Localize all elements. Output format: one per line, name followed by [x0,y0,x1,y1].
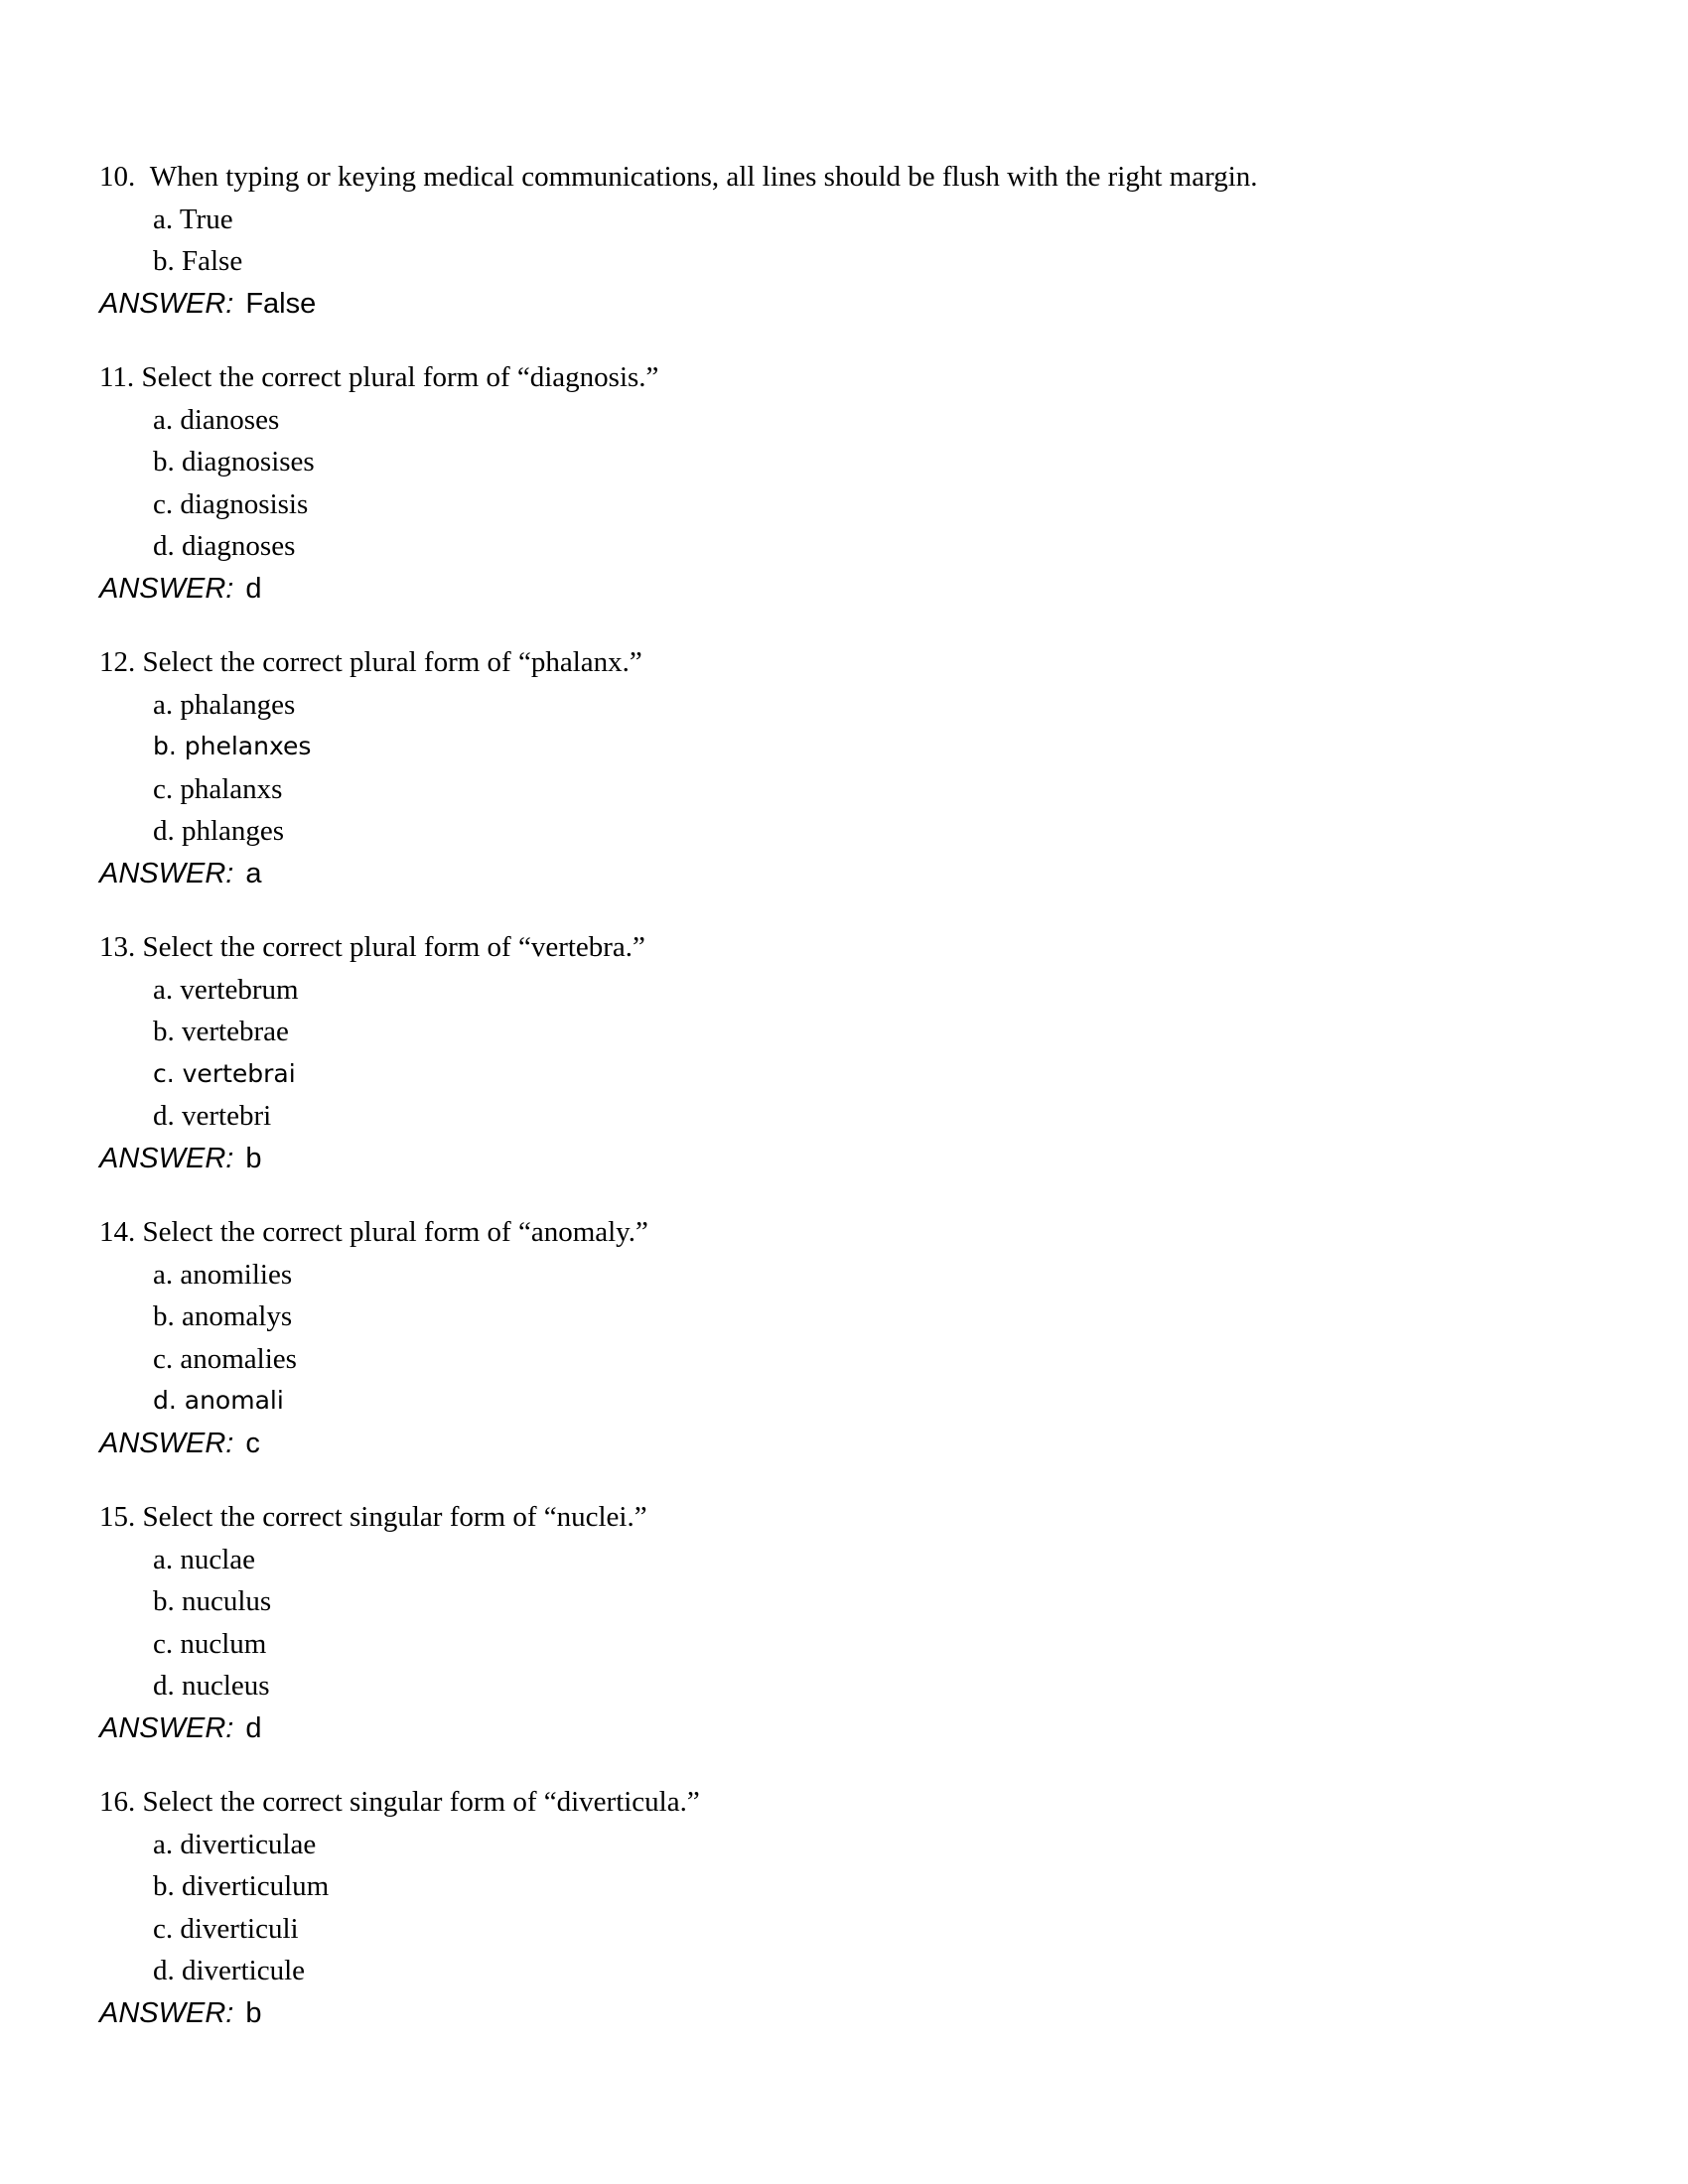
answer-value: b [245,1142,262,1174]
question-number: 16. [99,1786,136,1818]
answer-line [99,1138,1589,1180]
answer-value: b [245,1996,262,2029]
answer-option: a. diverticulae [153,1828,317,1860]
question-line [99,356,1589,399]
answer-value: d [245,1711,262,1744]
answer-label: ANSWER: [99,1142,234,1174]
answer-value: d [245,572,262,605]
question-line [99,926,1589,969]
question-block [99,926,1589,1179]
answer-option: c. vertebrai [153,1058,296,1088]
answer-value: a [245,857,262,889]
answer-label: ANSWER: [99,1711,234,1744]
question-text: Select the correct singular form of “diverticula.” [142,1786,700,1818]
question-line [99,1496,1589,1539]
answer-label: ANSWER: [99,1427,234,1459]
answer-option: b. nuculus [153,1585,272,1617]
answer-label: ANSWER: [99,572,234,605]
answer-label: ANSWER: [99,287,234,320]
question-line [99,641,1589,684]
answer-option: b. anomalys [153,1300,293,1332]
answer-value: c [245,1427,260,1459]
question-block [99,641,1589,894]
answer-option: d. diagnoses [153,530,296,562]
question-block [99,156,1589,325]
answer-option: c. diagnosisis [153,487,309,520]
answer-label: ANSWER: [99,1996,234,2029]
question-text: Select the correct singular form of “nuclei.” [142,1501,647,1533]
answer-line [99,283,1589,326]
answer-option: b. diagnosises [153,446,315,478]
answer-line [99,1423,1589,1465]
answer-label: ANSWER: [99,857,234,889]
question-number: 15. [99,1501,136,1533]
answer-option: d. nucleus [153,1670,270,1702]
question-block [99,1211,1589,1464]
question-block [99,356,1589,610]
question-text: When typing or keying medical communications, all lines should be flush with the right margin. [149,161,1258,193]
answer-option: c. phalanxs [153,772,283,805]
answer-option: a. vertebrum [153,973,299,1006]
answer-option: b. False [153,245,243,277]
question-list [99,156,1589,2066]
question-line [99,1781,1589,1824]
answer-option: a. anomilies [153,1258,293,1291]
answer-option: d. phlanges [153,815,285,847]
answer-line [99,1992,1589,2035]
answer-option: b. vertebrae [153,1016,289,1047]
answer-option: c. diverticuli [153,1912,299,1945]
answer-line [99,1707,1589,1750]
answer-option: d. diverticule [153,1955,306,1986]
answer-option: d. vertebri [153,1100,272,1132]
question-block [99,1781,1589,2034]
question-number: 14. [99,1216,136,1248]
question-text: Select the correct plural form of “diagnosis.” [141,361,659,393]
answer-option: a. phalanges [153,688,296,721]
question-text: Select the correct plural form of “vertebra.” [142,931,645,963]
answer-option: a. dianoses [153,403,280,436]
question-text: Select the correct plural form of “phalanx.” [142,646,642,678]
answer-option: b. phelanxes [153,732,312,760]
question-line [99,156,1589,199]
answer-value: False [245,287,317,320]
question-line [99,1211,1589,1254]
answer-option: c. nuclum [153,1627,267,1660]
answer-option: a. True [153,203,233,235]
question-number: 10. [99,161,136,193]
question-text: Select the correct plural form of “anomaly.” [142,1216,648,1248]
answer-option: a. nuclae [153,1543,256,1575]
answer-option: d. anomali [153,1386,284,1415]
answer-line [99,568,1589,611]
answer-line [99,853,1589,895]
question-number: 12. [99,646,136,678]
question-number: 13. [99,931,136,963]
answer-option: c. anomalies [153,1342,297,1375]
answer-option: b. diverticulum [153,1870,330,1902]
question-number: 11. [99,361,135,393]
question-block [99,1496,1589,1749]
